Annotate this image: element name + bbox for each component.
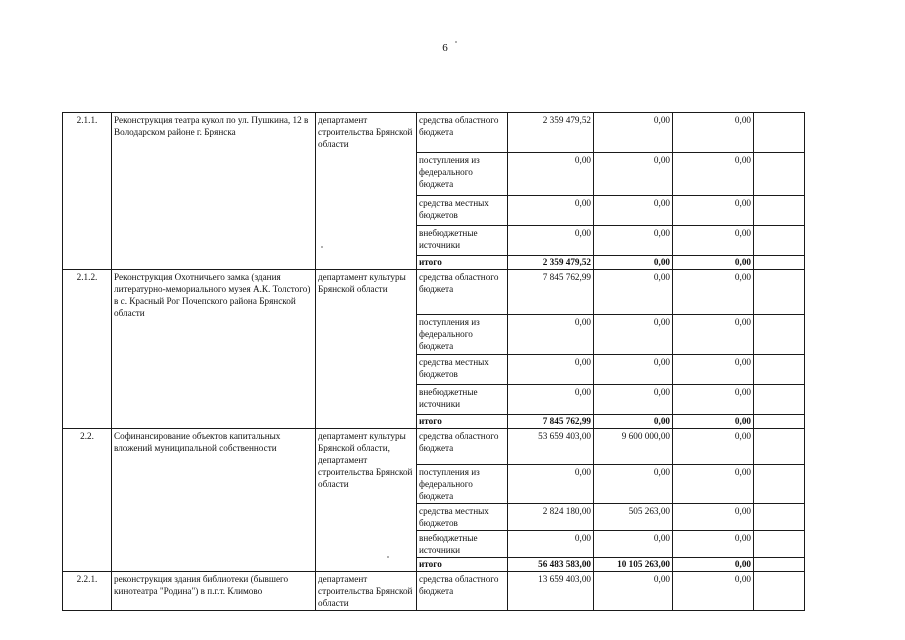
item-number: 2.1.2. (63, 270, 112, 429)
amount-2: 0,00 (594, 385, 673, 415)
item-executor: департамент культуры Брянской области, департамент строительства Брянской области (316, 429, 417, 572)
empty-cell (754, 113, 805, 153)
amount-2: 0,00 (594, 355, 673, 385)
item-executor: департамент культуры Брянской области (316, 270, 417, 429)
amount-1: 0,00 (508, 196, 594, 226)
amount-2: 0,00 (594, 196, 673, 226)
scan-speck (321, 246, 323, 248)
funding-source: внебюджетные источники (417, 226, 508, 256)
amount-1: 0,00 (508, 226, 594, 256)
funding-source: средства областного бюджета (417, 429, 508, 465)
funding-source: средства областного бюджета (417, 572, 508, 611)
item-number: 2.2.1. (63, 572, 112, 611)
empty-cell (754, 196, 805, 226)
amount-1: 0,00 (508, 315, 594, 355)
table-row (63, 572, 805, 611)
total-amount-2: 0,00 (594, 256, 673, 270)
empty-cell (754, 270, 805, 315)
amount-2: 0,00 (594, 113, 673, 153)
total-label: итого (417, 415, 508, 429)
empty-cell (754, 226, 805, 256)
scan-speck (387, 556, 389, 558)
funding-source: поступления из федерального бюджета (417, 153, 508, 196)
amount-2: 0,00 (594, 465, 673, 504)
page-number: 6 (442, 42, 448, 54)
amount-3: 0,00 (673, 226, 754, 256)
amount-3: 0,00 (673, 429, 754, 465)
amount-2: 0,00 (594, 226, 673, 256)
amount-1: 13 659 403,00 (508, 572, 594, 611)
table-row (63, 429, 805, 465)
table-row (63, 270, 805, 315)
amount-1: 0,00 (508, 153, 594, 196)
total-amount-1: 7 845 762,99 (508, 415, 594, 429)
scan-speck (455, 41, 457, 43)
budget-table (62, 112, 805, 611)
amount-3: 0,00 (673, 531, 754, 558)
amount-1: 2 359 479,52 (508, 113, 594, 153)
item-executor: департамент строительства Брянской области (316, 572, 417, 611)
table-row (63, 113, 805, 153)
amount-1: 0,00 (508, 355, 594, 385)
item-name: Софинансирование объектов капитальных вложений муниципальной собственности (112, 429, 316, 572)
empty-cell (754, 504, 805, 531)
funding-source: внебюджетные источники (417, 531, 508, 558)
amount-1: 53 659 403,00 (508, 429, 594, 465)
funding-source: средства местных бюджетов (417, 196, 508, 226)
total-amount-3: 0,00 (673, 558, 754, 572)
amount-3: 0,00 (673, 315, 754, 355)
amount-1: 0,00 (508, 465, 594, 504)
amount-2: 9 600 000,00 (594, 429, 673, 465)
funding-source: средства областного бюджета (417, 113, 508, 153)
amount-2: 0,00 (594, 270, 673, 315)
item-name: реконструкция здания библиотеки (бывшего кинотеатра "Родина") в п.г.т. Климово (112, 572, 316, 611)
empty-cell (754, 572, 805, 611)
funding-source: средства областного бюджета (417, 270, 508, 315)
amount-2: 0,00 (594, 572, 673, 611)
empty-cell (754, 429, 805, 465)
empty-cell (754, 153, 805, 196)
amount-2: 0,00 (594, 315, 673, 355)
amount-3: 0,00 (673, 504, 754, 531)
funding-source: поступления из федерального бюджета (417, 465, 508, 504)
empty-cell (754, 558, 805, 572)
amount-2: 505 263,00 (594, 504, 673, 531)
funding-source: поступления из федерального бюджета (417, 315, 508, 355)
empty-cell (754, 531, 805, 558)
amount-1: 2 824 180,00 (508, 504, 594, 531)
amount-3: 0,00 (673, 355, 754, 385)
total-amount-3: 0,00 (673, 415, 754, 429)
total-label: итого (417, 558, 508, 572)
amount-2: 0,00 (594, 153, 673, 196)
funding-source: средства местных бюджетов (417, 504, 508, 531)
amount-1: 7 845 762,99 (508, 270, 594, 315)
item-name: Реконструкция Охотничьего замка (здания литературно-мемориального музея А.К. Толстого) в с. Красный Рог Почепского района Брянской области (112, 270, 316, 429)
amount-3: 0,00 (673, 196, 754, 226)
total-amount-2: 0,00 (594, 415, 673, 429)
empty-cell (754, 465, 805, 504)
total-label: итого (417, 256, 508, 270)
amount-1: 0,00 (508, 531, 594, 558)
empty-cell (754, 355, 805, 385)
total-amount-3: 0,00 (673, 256, 754, 270)
amount-3: 0,00 (673, 572, 754, 611)
item-name: Реконструкция театра кукол по ул. Пушкина, 12 в Володарском районе г. Брянска (112, 113, 316, 270)
amount-3: 0,00 (673, 153, 754, 196)
total-amount-2: 10 105 263,00 (594, 558, 673, 572)
amount-1: 0,00 (508, 385, 594, 415)
item-executor: департамент строительства Брянской области (316, 113, 417, 270)
empty-cell (754, 315, 805, 355)
empty-cell (754, 256, 805, 270)
item-number: 2.2. (63, 429, 112, 572)
amount-3: 0,00 (673, 465, 754, 504)
amount-2: 0,00 (594, 531, 673, 558)
empty-cell (754, 415, 805, 429)
funding-source: внебюджетные источники (417, 385, 508, 415)
amount-3: 0,00 (673, 113, 754, 153)
amount-3: 0,00 (673, 385, 754, 415)
total-amount-1: 2 359 479,52 (508, 256, 594, 270)
amount-3: 0,00 (673, 270, 754, 315)
empty-cell (754, 385, 805, 415)
item-number: 2.1.1. (63, 113, 112, 270)
total-amount-1: 56 483 583,00 (508, 558, 594, 572)
funding-source: средства местных бюджетов (417, 355, 508, 385)
